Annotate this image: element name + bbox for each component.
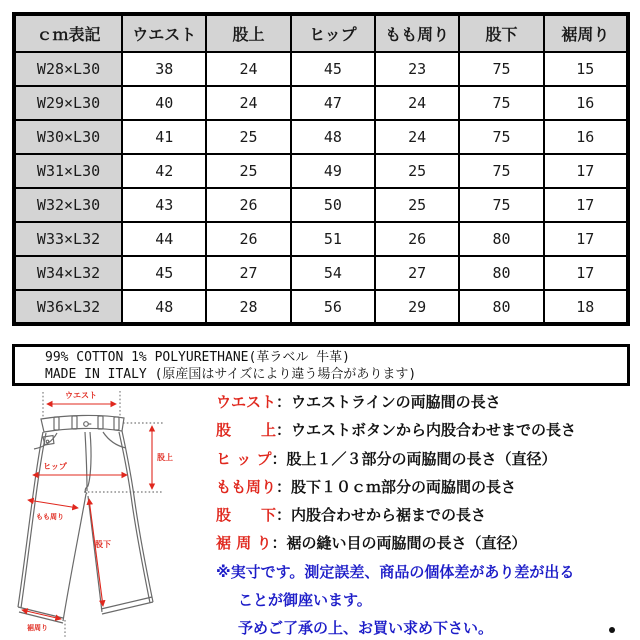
cell-waist: 43 <box>122 188 206 222</box>
row-size-label: W36×L32 <box>14 290 122 324</box>
cell-inseam: 80 <box>459 222 543 256</box>
table-row <box>14 154 628 188</box>
cell-waist: 42 <box>122 154 206 188</box>
cell-inseam: 75 <box>459 86 543 120</box>
diagram-waist-label: ウエスト <box>65 391 97 400</box>
cell-waist: 44 <box>122 222 206 256</box>
cell-inseam: 80 <box>459 290 543 324</box>
definition-desc: 裾の縫い目の両脇間の長さ（直径） <box>286 534 527 553</box>
header-hip: ヒップ <box>291 14 375 52</box>
definition-rise <box>216 419 638 447</box>
cell-hem: 17 <box>544 256 628 290</box>
material-line: 99% COTTON 1% POLYURETHANE(革ラベル 牛革) <box>45 350 350 365</box>
disclaimer-line-2: ことが御座います。 <box>238 591 372 610</box>
table-header-row <box>14 14 628 52</box>
table-row <box>14 52 628 86</box>
cell-rise: 27 <box>206 256 290 290</box>
row-size-label: W34×L32 <box>14 256 122 290</box>
row-size-label: W29×L30 <box>14 86 122 120</box>
definition-desc: ウエストボタンから内股合わせまでの長さ <box>291 421 577 440</box>
bullet-dot <box>609 627 615 633</box>
cell-hem: 16 <box>544 86 628 120</box>
measurement-arrows <box>22 404 152 619</box>
row-size-label: W33×L32 <box>14 222 122 256</box>
diagram-hip-label: ヒップ <box>43 462 67 471</box>
row-size-label: W30×L30 <box>14 120 122 154</box>
table-row <box>14 222 628 256</box>
definition-desc: 股上１／３部分の両脇間の長さ（直径） <box>286 449 557 468</box>
definition-desc: 内股合わせから裾までの長さ <box>291 506 487 525</box>
header-inseam: 股下 <box>459 14 543 52</box>
definition-term: ウエスト <box>216 393 277 411</box>
origin-line: MADE IN ITALY (原産国はサイズにより違う場合があります) <box>45 367 417 382</box>
diagram-hem-label: 裾周り <box>27 624 48 632</box>
definition-inseam <box>216 504 638 532</box>
cell-thigh: 23 <box>375 52 459 86</box>
disclaimer-line-1: ※実寸です。測定誤差、商品の個体差があり差が出る <box>216 562 575 581</box>
cell-hem: 18 <box>544 290 628 324</box>
cell-rise: 25 <box>206 154 290 188</box>
cell-hip: 56 <box>291 290 375 324</box>
cell-inseam: 75 <box>459 52 543 86</box>
cell-hem: 17 <box>544 222 628 256</box>
definition-colon: ： <box>276 506 292 525</box>
cell-inseam: 75 <box>459 154 543 188</box>
cell-rise: 28 <box>206 290 290 324</box>
cell-hip: 49 <box>291 154 375 188</box>
diagram-rise-label: 股上 <box>157 453 173 462</box>
row-size-label: W32×L30 <box>14 188 122 222</box>
cell-hip: 45 <box>291 52 375 86</box>
cell-waist: 45 <box>122 256 206 290</box>
material-origin-box <box>12 344 630 386</box>
cell-hem: 16 <box>544 120 628 154</box>
cell-waist: 40 <box>122 86 206 120</box>
thigh-arrow <box>28 500 78 508</box>
definition-term: 裾 周 り <box>216 534 272 553</box>
definition-waist <box>216 391 638 419</box>
cell-rise: 25 <box>206 120 290 154</box>
cell-rise: 24 <box>206 52 290 86</box>
cell-hem: 17 <box>544 154 628 188</box>
row-size-label: W28×L30 <box>14 52 122 86</box>
definition-desc: ウエストラインの両脇間の長さ <box>291 393 501 411</box>
cell-thigh: 24 <box>375 120 459 154</box>
table-row <box>14 290 628 324</box>
definition-colon: ： <box>276 393 292 411</box>
definition-term: もも周り <box>216 477 277 496</box>
table-row <box>14 86 628 120</box>
measurement-legend <box>216 391 638 640</box>
header-cm: ｃｍ表記 <box>14 14 122 52</box>
cell-thigh: 25 <box>375 188 459 222</box>
row-size-label: W31×L30 <box>14 154 122 188</box>
cell-hip: 54 <box>291 256 375 290</box>
cell-waist: 38 <box>122 52 206 86</box>
cell-thigh: 24 <box>375 86 459 120</box>
header-thigh: もも周り <box>375 14 459 52</box>
definition-hem <box>216 532 638 560</box>
cell-thigh: 26 <box>375 222 459 256</box>
cell-hem: 15 <box>544 52 628 86</box>
cell-rise: 26 <box>206 188 290 222</box>
size-spec-table <box>12 12 630 326</box>
cell-rise: 24 <box>206 86 290 120</box>
definition-colon: ： <box>276 477 292 496</box>
cell-inseam: 80 <box>459 256 543 290</box>
definition-colon: ： <box>276 421 292 440</box>
cell-thigh: 27 <box>375 256 459 290</box>
cell-inseam: 75 <box>459 120 543 154</box>
cell-waist: 41 <box>122 120 206 154</box>
cell-thigh: 29 <box>375 290 459 324</box>
definition-thigh <box>216 476 638 504</box>
header-hem: 裾周り <box>544 14 628 52</box>
table-row <box>14 120 628 154</box>
cell-hip: 51 <box>291 222 375 256</box>
pants-measurement-diagram <box>10 388 210 640</box>
diagram-thigh-label: もも周り <box>36 513 64 521</box>
disclaimer-line-3: 予めご了承の上、お買い求め下さい。 <box>238 619 494 638</box>
cell-waist: 48 <box>122 290 206 324</box>
header-waist: ウエスト <box>122 14 206 52</box>
table-row <box>14 256 628 290</box>
definition-term: 股 下 <box>216 506 277 525</box>
definition-colon: ： <box>271 534 287 553</box>
diagram-inseam-label: 股下 <box>95 540 111 549</box>
cell-rise: 26 <box>206 222 290 256</box>
definition-desc: 股下１０ｃｍ部分の両脇間の長さ <box>291 477 517 496</box>
button-icon <box>84 422 89 427</box>
definition-colon: ： <box>271 449 287 468</box>
definition-term: ヒ ッ プ <box>216 449 272 468</box>
definition-hip <box>216 448 638 476</box>
table-row <box>14 188 628 222</box>
inseam-arrow <box>89 499 103 606</box>
cell-hem: 17 <box>544 188 628 222</box>
cell-inseam: 75 <box>459 188 543 222</box>
cell-thigh: 25 <box>375 154 459 188</box>
cell-hip: 48 <box>291 120 375 154</box>
cell-hip: 50 <box>291 188 375 222</box>
cell-hip: 47 <box>291 86 375 120</box>
header-rise: 股上 <box>206 14 290 52</box>
definition-term: 股 上 <box>216 421 277 440</box>
